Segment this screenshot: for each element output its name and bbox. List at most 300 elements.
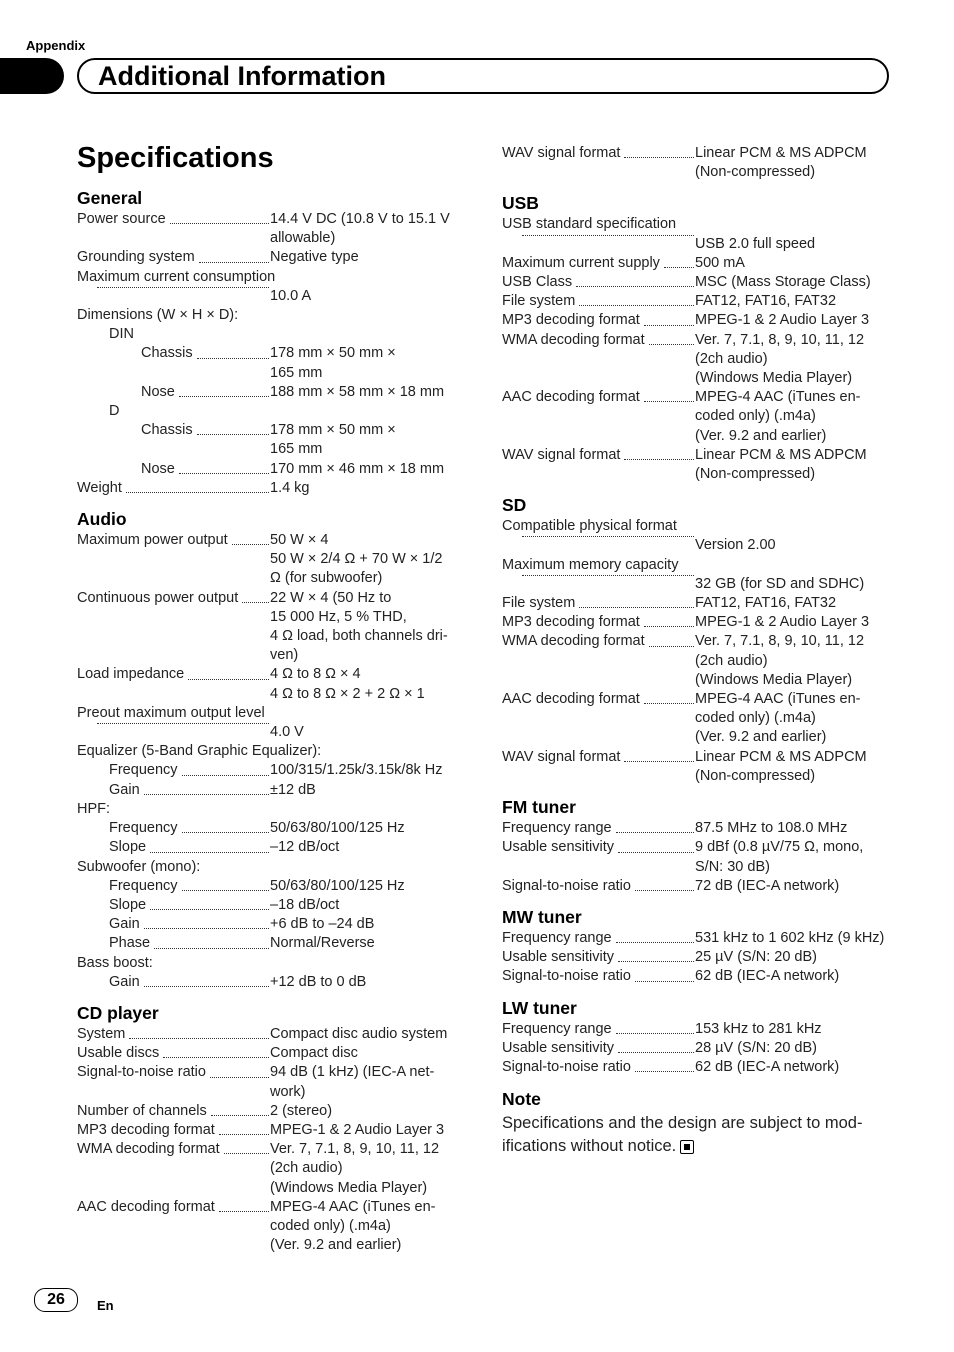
spec-row — [502, 838, 892, 876]
spec-section-heading: CD player — [77, 1002, 159, 1023]
spec-label: File system — [502, 595, 576, 612]
leader-dots — [644, 325, 694, 326]
spec-value-line: –12 dB/oct — [270, 839, 340, 856]
spec-label: Usable sensitivity — [502, 839, 615, 856]
spec-label: Load impedance — [77, 666, 185, 683]
spec-label-cell — [77, 934, 270, 953]
spec-label-cell — [502, 967, 695, 986]
spec-value — [695, 292, 892, 311]
spec-value — [270, 248, 465, 267]
spec-label-cell — [77, 344, 270, 363]
spec-value — [695, 311, 892, 330]
note-text — [502, 1112, 892, 1158]
spec-row — [77, 325, 465, 344]
leader-dots — [522, 235, 694, 236]
spec-value-line: (Ver. 9.2 and earlier) — [695, 729, 827, 746]
spec-section-heading: FM tuner — [502, 797, 576, 818]
spec-label: MP3 decoding format — [77, 1121, 215, 1138]
leader-dots — [129, 1038, 269, 1039]
spec-label: Phase — [109, 935, 151, 952]
spec-row — [502, 446, 892, 484]
spec-label-cell — [502, 1058, 695, 1077]
leader-dots — [618, 1052, 694, 1053]
spec-label-cell — [77, 287, 270, 293]
spec-value-line: FAT12, FAT16, FAT32 — [695, 595, 837, 612]
leader-dots — [179, 396, 269, 397]
spec-label-cell — [77, 723, 270, 729]
spec-row — [77, 934, 465, 953]
spec-label: WMA decoding format — [502, 331, 645, 348]
leader-dots — [576, 286, 694, 287]
spec-value-line: 178 mm × 50 mm × — [270, 422, 396, 439]
spec-label: WAV signal format — [502, 748, 621, 765]
spec-row — [502, 273, 892, 292]
spec-label: WAV signal format — [502, 145, 621, 161]
spec-label-cell — [502, 311, 695, 330]
spec-value-line: ven) — [270, 647, 299, 664]
spec-label: Power source — [77, 211, 166, 227]
spec-value-line: Compact disc — [270, 1045, 358, 1062]
spec-value — [270, 460, 465, 479]
spec-label-cell — [502, 632, 695, 651]
spec-value-line: 4 Ω to 8 Ω × 2 + 2 Ω × 1 — [270, 685, 425, 702]
leader-dots — [144, 928, 269, 929]
spec-row — [502, 215, 892, 234]
spec-row — [502, 877, 892, 896]
header-tab — [0, 58, 64, 94]
spec-value-line: 25 µV (S/N: 20 dB) — [695, 949, 817, 966]
spec-value — [270, 1102, 465, 1121]
spec-value-line: MSC (Mass Storage Class) — [695, 274, 871, 291]
spec-row — [77, 877, 465, 896]
spec-row — [77, 781, 465, 800]
spec-label: HPF: — [77, 800, 111, 817]
spec-value — [270, 915, 465, 934]
spec-value — [270, 1140, 465, 1198]
spec-label: Frequency range — [502, 1020, 612, 1037]
section-label: Appendix — [26, 38, 86, 53]
leader-dots — [210, 1077, 269, 1078]
spec-value-line: MPEG-4 AAC (iTunes en- — [270, 1198, 436, 1215]
spec-label: Gain — [109, 781, 140, 798]
spec-label: AAC decoding format — [502, 389, 640, 406]
spec-value — [270, 973, 465, 992]
leader-dots — [635, 1071, 694, 1072]
spec-label-cell — [502, 292, 695, 311]
spec-label: WAV signal format — [502, 446, 621, 463]
note-body: Specifications and the design are subject to mod- ifications without notice. — [502, 1114, 863, 1156]
spec-value-line: 50 W × 4 — [270, 532, 329, 549]
spec-label-cell — [502, 613, 695, 632]
spec-row — [502, 748, 892, 786]
spec-label: Frequency — [109, 762, 178, 779]
spec-label: Weight — [77, 479, 122, 496]
spec-value — [270, 1025, 465, 1044]
spec-label: Slope — [109, 839, 147, 856]
spec-label-cell — [77, 781, 270, 800]
spec-value-line: (Windows Media Player) — [695, 370, 853, 387]
spec-label-cell — [502, 388, 695, 407]
spec-label: Chassis — [141, 345, 193, 362]
spec-value — [270, 877, 465, 896]
spec-value-line: MPEG-1 & 2 Audio Layer 3 — [270, 1121, 445, 1138]
spec-value-line: FAT12, FAT16, FAT32 — [695, 293, 837, 310]
spec-value-line: 2 (stereo) — [270, 1102, 333, 1119]
spec-label-cell — [502, 929, 695, 948]
spec-row — [502, 536, 892, 555]
spec-label: Equalizer (5-Band Graphic Equalizer): — [77, 743, 322, 760]
spec-value — [270, 1198, 465, 1256]
left-column — [77, 140, 465, 1255]
spec-section-heading: Audio — [77, 509, 127, 530]
spec-value-line: +6 dB to –24 dB — [270, 916, 375, 933]
leader-dots — [579, 607, 694, 608]
spec-value-line: (Non-compressed) — [695, 767, 816, 784]
spec-value — [270, 896, 465, 915]
spec-value-line: MPEG-1 & 2 Audio Layer 3 — [695, 614, 870, 631]
spec-value-line: Ver. 7, 7.1, 8, 9, 10, 11, 12 — [695, 331, 865, 348]
spec-label: MP3 decoding format — [502, 312, 640, 329]
right-spec-list — [502, 144, 892, 1077]
spec-value — [695, 877, 892, 896]
spec-row — [502, 144, 892, 182]
spec-value-line: (Ver. 9.2 and earlier) — [270, 1237, 402, 1254]
spec-value-line: S/N: 30 dB) — [695, 858, 770, 875]
spec-label: Usable sensitivity — [502, 1039, 615, 1056]
spec-value — [270, 838, 465, 857]
spec-label: Maximum current supply — [502, 254, 660, 271]
spec-label-cell — [77, 1140, 270, 1159]
spec-value — [270, 761, 465, 780]
spec-value — [695, 632, 892, 690]
spec-label-cell — [77, 1063, 270, 1082]
leader-dots — [179, 473, 269, 474]
leader-dots — [579, 305, 694, 306]
leader-dots — [649, 646, 694, 647]
spec-label-cell — [77, 531, 270, 550]
leader-dots — [211, 1115, 269, 1116]
spec-label: Chassis — [141, 422, 193, 439]
leader-dots — [624, 157, 694, 158]
spec-row — [502, 1039, 892, 1058]
spec-value-line: 62 dB (IEC-A network) — [695, 968, 840, 985]
spec-value-line: 153 kHz to 281 kHz — [695, 1020, 822, 1037]
spec-value — [695, 388, 892, 446]
spec-value-line: 4 Ω to 8 Ω × 4 — [270, 666, 361, 683]
spec-row — [77, 1025, 465, 1044]
leader-dots — [522, 536, 694, 537]
spec-row — [77, 1121, 465, 1140]
spec-value-line: 28 µV (S/N: 20 dB) — [695, 1039, 817, 1056]
spec-value-line: allowable) — [270, 230, 336, 247]
spec-value-line: USB 2.0 full speed — [695, 235, 816, 252]
spec-row — [77, 858, 465, 877]
leader-dots — [154, 948, 269, 949]
spec-row — [77, 800, 465, 819]
spec-row — [502, 311, 892, 330]
spec-value-line: coded only) (.m4a) — [695, 710, 816, 727]
spec-value — [270, 1121, 465, 1140]
spec-label: Maximum power output — [77, 532, 228, 549]
spec-row — [77, 665, 465, 703]
right-column — [502, 144, 892, 1158]
spec-row — [77, 1063, 465, 1101]
spec-row — [77, 761, 465, 780]
spec-value-line: (2ch audio) — [270, 1160, 343, 1177]
spec-value-line: (2ch audio) — [695, 652, 768, 669]
spec-value-line: 178 mm × 50 mm × — [270, 345, 396, 362]
spec-value — [270, 589, 465, 666]
spec-label: Nose — [141, 383, 175, 400]
spec-label: Gain — [109, 916, 140, 933]
spec-label: Usable discs — [77, 1045, 160, 1062]
spec-label-cell — [77, 877, 270, 896]
spec-label: AAC decoding format — [77, 1198, 215, 1215]
spec-value — [270, 1063, 465, 1101]
spec-row — [77, 742, 465, 761]
language-code: En — [97, 1298, 114, 1313]
leader-dots — [616, 942, 694, 943]
spec-label: Frequency — [109, 820, 178, 837]
spec-label-cell — [502, 948, 695, 967]
spec-value-line: 531 kHz to 1 602 kHz (9 kHz) — [695, 929, 885, 946]
spec-label: Usable sensitivity — [502, 949, 615, 966]
spec-value-line: (Windows Media Player) — [695, 671, 853, 688]
spec-value-line: Version 2.00 — [695, 537, 776, 554]
spec-label-cell — [77, 1044, 270, 1063]
spec-label: Signal-to-noise ratio — [77, 1064, 206, 1081]
spec-label: Signal-to-noise ratio — [502, 877, 631, 894]
spec-row — [502, 632, 892, 690]
leader-dots — [644, 626, 694, 627]
spec-label: Signal-to-noise ratio — [502, 968, 631, 985]
spec-value-line: 72 dB (IEC-A network) — [695, 877, 840, 894]
spec-section-heading: General — [77, 188, 143, 208]
spec-row — [77, 1044, 465, 1063]
spec-value-line: 50/63/80/100/125 Hz — [270, 820, 405, 837]
spec-label-cell — [77, 1025, 270, 1044]
spec-value-line: (Non-compressed) — [695, 164, 816, 181]
spec-row — [77, 344, 465, 382]
spec-value-line: 87.5 MHz to 108.0 MHz — [695, 820, 848, 837]
spec-row — [77, 915, 465, 934]
spec-section-heading: USB — [502, 193, 539, 214]
spec-value — [695, 819, 892, 838]
spec-label-cell — [77, 915, 270, 934]
spec-label: AAC decoding format — [502, 691, 640, 708]
spec-value-line: Compact disc audio system — [270, 1025, 448, 1042]
page-title: Specifications — [77, 142, 274, 174]
leader-dots — [182, 832, 269, 833]
spec-value — [695, 948, 892, 967]
spec-label: Compatible physical format — [502, 518, 677, 535]
spec-value-line: (Ver. 9.2 and earlier) — [695, 427, 827, 444]
spec-label: USB Class — [502, 274, 573, 291]
spec-value-line: 62 dB (IEC-A network) — [695, 1058, 840, 1075]
leader-dots — [644, 401, 694, 402]
leader-dots — [224, 1153, 269, 1154]
spec-label-cell — [502, 1020, 695, 1039]
spec-label: Signal-to-noise ratio — [502, 1058, 631, 1075]
spec-label: MP3 decoding format — [502, 614, 640, 631]
spec-label-cell — [502, 838, 695, 857]
leader-dots — [170, 223, 269, 224]
spec-value-line: 15 000 Hz, 5 % THD, — [270, 608, 407, 625]
leader-dots — [616, 832, 694, 833]
spec-label-cell — [77, 973, 270, 992]
spec-label-cell — [502, 594, 695, 613]
spec-value — [695, 613, 892, 632]
spec-label: System — [77, 1025, 126, 1042]
leader-dots — [144, 986, 269, 987]
leader-dots — [624, 761, 694, 762]
spec-value — [270, 287, 465, 306]
spec-value-line: Ver. 7, 7.1, 8, 9, 10, 11, 12 — [270, 1141, 440, 1158]
spec-value-line: 170 mm × 46 mm × 18 mm — [270, 460, 445, 477]
leader-dots — [649, 344, 694, 345]
spec-value-line: 4.0 V — [270, 724, 304, 741]
note-heading: Note — [502, 1089, 541, 1110]
spec-value — [270, 723, 465, 742]
spec-label-cell — [502, 1039, 695, 1058]
spec-value-line: 100/315/1.25k/3.15k/8k Hz — [270, 762, 443, 779]
spec-row — [502, 1058, 892, 1077]
spec-row — [77, 287, 465, 306]
spec-value-line: 50 W × 2/4 Ω + 70 W × 1/2 — [270, 551, 443, 568]
spec-row — [77, 973, 465, 992]
spec-value-line: +12 dB to 0 dB — [270, 973, 367, 990]
spec-value — [695, 536, 892, 555]
leader-dots — [242, 602, 269, 603]
spec-label-cell — [77, 210, 270, 229]
spec-label: WMA decoding format — [502, 633, 645, 650]
spec-label-cell — [502, 877, 695, 896]
spec-value-line: Normal/Reverse — [270, 935, 375, 952]
leader-dots — [150, 852, 269, 853]
spec-row — [77, 589, 465, 666]
spec-row — [77, 896, 465, 915]
spec-value-line: MPEG-4 AAC (iTunes en- — [695, 691, 861, 708]
spec-value-line: Linear PCM & MS ADPCM — [695, 145, 867, 161]
spec-label-cell — [77, 589, 270, 608]
spec-value-line: coded only) (.m4a) — [270, 1217, 391, 1234]
chapter-title: Additional Information — [98, 61, 386, 91]
spec-label-cell — [77, 896, 270, 915]
spec-value-line: coded only) (.m4a) — [695, 408, 816, 425]
spec-row — [77, 954, 465, 973]
spec-label: Frequency range — [502, 820, 612, 837]
spec-value — [270, 781, 465, 800]
spec-row — [77, 402, 465, 421]
leader-dots — [126, 492, 269, 493]
end-of-section-icon — [680, 1140, 694, 1154]
spec-label: Frequency — [109, 877, 178, 894]
spec-label: Maximum memory capacity — [502, 556, 679, 573]
spec-row — [77, 723, 465, 742]
leader-dots — [635, 981, 694, 982]
spec-value-line: work) — [270, 1083, 306, 1100]
spec-value-line: 188 mm × 58 mm × 18 mm — [270, 383, 445, 400]
spec-value-line: 500 mA — [695, 254, 745, 271]
spec-value-line: Linear PCM & MS ADPCM — [695, 748, 867, 765]
spec-label-cell — [77, 665, 270, 684]
spec-label-cell — [77, 1198, 270, 1217]
spec-row — [502, 292, 892, 311]
spec-label: D — [109, 403, 120, 420]
spec-row — [502, 331, 892, 389]
spec-label: Number of channels — [77, 1102, 207, 1119]
spec-value — [695, 690, 892, 748]
spec-row — [77, 479, 465, 498]
spec-row — [77, 704, 465, 723]
spec-value-line: MPEG-1 & 2 Audio Layer 3 — [695, 312, 870, 329]
spec-value — [695, 254, 892, 273]
spec-label-cell — [77, 761, 270, 780]
spec-label: USB standard specification — [502, 216, 677, 233]
spec-label-cell — [502, 536, 695, 542]
leader-dots — [97, 287, 269, 288]
spec-row — [502, 948, 892, 967]
spec-row — [502, 556, 892, 575]
spec-row — [77, 1198, 465, 1256]
leader-dots — [616, 1033, 694, 1034]
spec-label: Preout maximum output level — [77, 704, 265, 721]
spec-row — [77, 460, 465, 479]
spec-value-line: 32 GB (for SD and SDHC) — [695, 575, 865, 592]
spec-label-cell — [502, 819, 695, 838]
spec-label-cell — [502, 690, 695, 709]
leader-dots — [232, 544, 269, 545]
spec-value-line: (Windows Media Player) — [270, 1179, 428, 1196]
spec-value-line: MPEG-4 AAC (iTunes en- — [695, 389, 861, 406]
spec-value — [695, 929, 892, 948]
spec-value-line: 22 W × 4 (50 Hz to — [270, 589, 392, 606]
spec-row — [77, 819, 465, 838]
spec-value — [695, 446, 892, 484]
spec-value — [695, 594, 892, 613]
spec-row — [502, 517, 892, 536]
spec-label: Grounding system — [77, 249, 195, 266]
spec-label: Nose — [141, 460, 175, 477]
spec-value-line: 50/63/80/100/125 Hz — [270, 877, 405, 894]
spec-value — [695, 1020, 892, 1039]
spec-row — [502, 388, 892, 446]
spec-row — [77, 210, 465, 248]
leader-dots — [664, 267, 694, 268]
spec-section-heading: MW tuner — [502, 906, 582, 927]
spec-row — [502, 1020, 892, 1039]
spec-label: Slope — [109, 896, 147, 913]
spec-value — [270, 344, 465, 382]
spec-row — [502, 254, 892, 273]
spec-row — [77, 531, 465, 589]
spec-value — [695, 838, 892, 876]
leader-dots — [144, 794, 269, 795]
spec-label: Dimensions (W × H × D): — [77, 307, 239, 324]
spec-value — [695, 1058, 892, 1077]
spec-value-line: 165 mm — [270, 441, 323, 458]
spec-label-cell — [502, 331, 695, 350]
spec-row — [77, 421, 465, 459]
spec-label: DIN — [109, 326, 134, 343]
spec-row — [502, 594, 892, 613]
spec-row — [77, 383, 465, 402]
spec-label-cell — [77, 819, 270, 838]
spec-value — [695, 967, 892, 986]
spec-label-cell — [77, 1121, 270, 1140]
spec-value-line: (Non-compressed) — [695, 466, 816, 483]
spec-value — [695, 331, 892, 389]
